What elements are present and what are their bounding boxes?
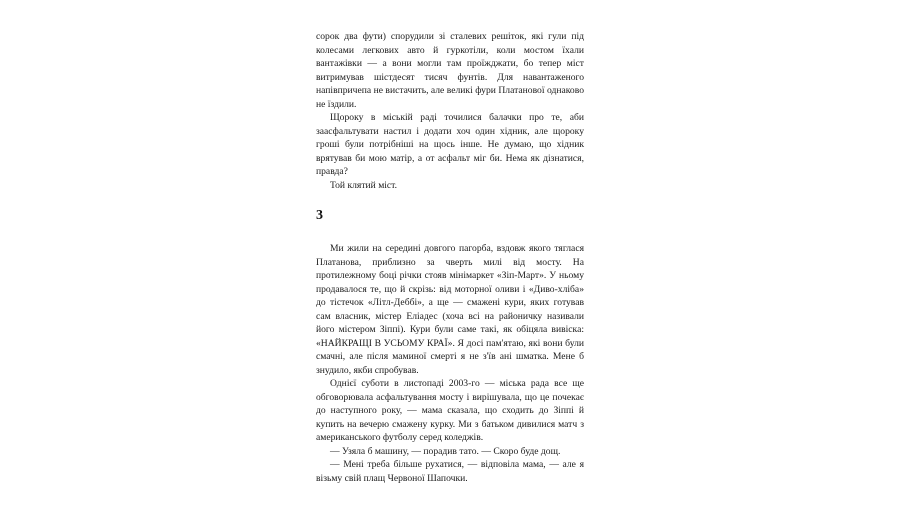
book-page xyxy=(316,30,584,485)
paragraph: Той клятий міст. xyxy=(330,179,398,191)
paragraph: сорок два фути) спорудили зі сталевих решіток, які гули під колесами легкових авто й гуркотіли, коли мостом їхали вантажівки — а вони могли там проїжджати, бо тепер міст витримував шістдесят тисяч фунтів. Для навантаженого напівпричепа не вистачить, але великі фури Платанової однаково не їздили. xyxy=(316,31,584,110)
chapter-number: 3 xyxy=(316,208,323,223)
paragraph: Ми жили на середині довгого пагорба, вздовж якого тяглася Платанова, приблизно за чверть милі від мосту. На протилежному боці річки стояв мінімаркет «Зіп-Март». У ньому продавалося те, що й скрізь: від моторної оливи і «Диво-хліба» до тістечок «Літл-Деббі», а ще — смажені кури, яких готував сам власник, містер Еліадес (хоча всі на районичку називали його містером Зіппі). Кури були саме такі, як обіцяла вивіска: «НАЙКРАЩІ В УСЬОМУ КРАЇ». Я досі пам'ятаю, які вони були смачні, але після маминої смерті я не з'їв ані шматка. Мене б знудило, якби спробував. xyxy=(316,243,584,376)
dialogue-line: — Мені треба більше рухатися, — відповіла мама, — але я візьму свій плащ Червоної Шапочки. xyxy=(316,459,584,484)
paragraph: Щороку в міській раді точилися балачки про те, аби заасфальтувати настил і додати хоч один хідник, але щороку гроші були потрібніші на щось інше. Не думаю, що хідник врятував би мою матір, а от асфальт міг би. Нема як дізнатися, правда? xyxy=(316,112,584,177)
paragraph: Однієї суботи в листопаді 2003-го — міська рада все ще обговорювала асфальтування мосту і вирішувала, що це почекає до наступного року, — мама сказала, що сходить до Зіппі й купить на вечерю смажену курку. Ми з батьком дивилися матч з американського футболу серед коледжів. xyxy=(316,378,584,443)
dialogue-line: — Узяла б машину, — порадив тато. — Скоро буде дощ. xyxy=(330,445,561,457)
